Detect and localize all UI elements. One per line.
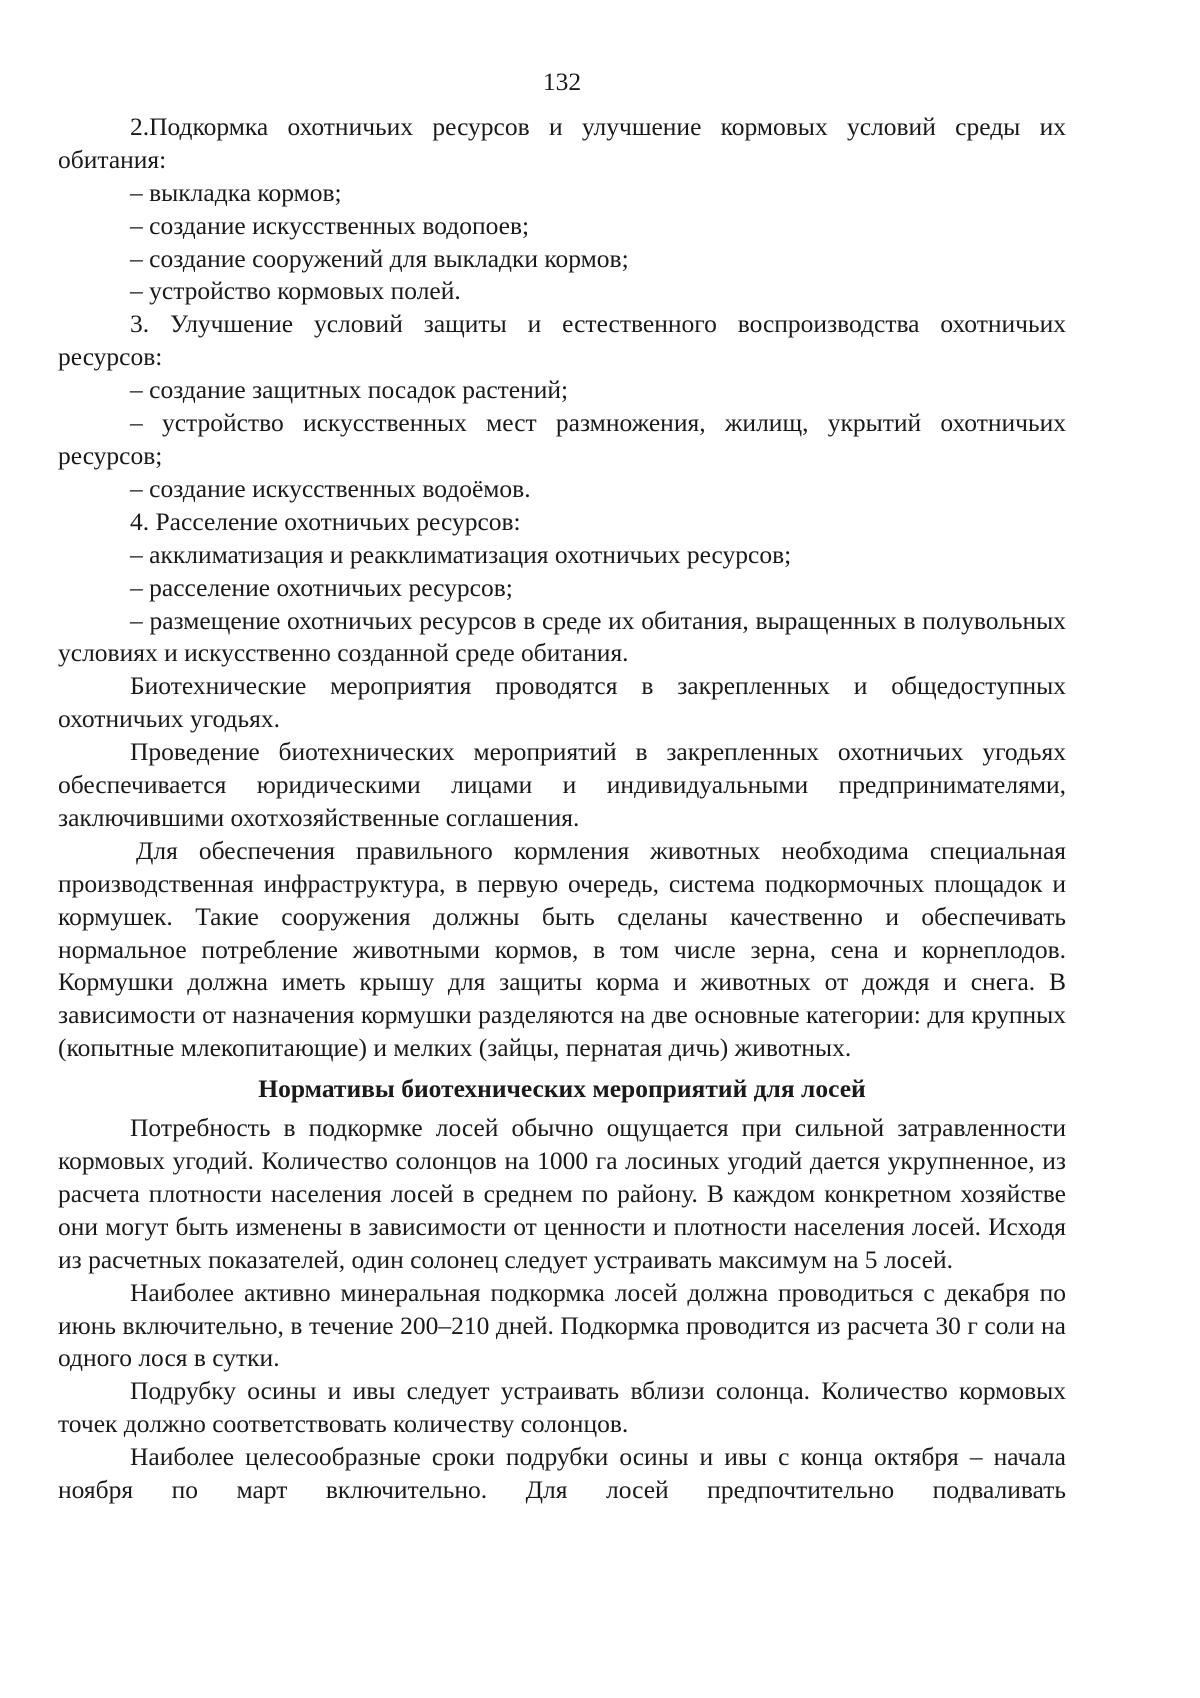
- list-item: – выкладка кормов;: [130, 177, 342, 207]
- section2-title: 2.Подкормка охотничьих ресурсов и улучшение кормовых условий среды их обитания:: [58, 111, 1066, 174]
- page-number: 132: [542, 67, 582, 96]
- list-item: – размещение охотничьих ресурсов в среде их обитания, выращенных в полувольных условиях и искусственно созданной среде обитания.: [58, 605, 1066, 668]
- document-page: [58, 66, 1066, 1507]
- list-item: – создание искусственных водопоев;: [130, 210, 530, 240]
- list-item: – устройство искусственных мест размножения, жилищ, укрытий охотничьих ресурсов;: [58, 408, 1066, 470]
- paragraph: Проведение биотехнических мероприятий в закрепленных охотничьих угодьях обеспечивается юридическими лицами и индивидуальными предпринимателями, заключившими охотхозяйственные соглашения.: [58, 737, 1066, 832]
- paragraph: Наиболее активно минеральная подкормка лосей должна проводиться с декабря по июнь включительно, в течение 200–210 дней. Подкормка проводится из расчета 30 г соли на одного лося в сутки.: [58, 1277, 1066, 1373]
- paragraph: Биотехнические мероприятия проводятся в закрепленных и общедоступных охотничьих угодьях.: [58, 671, 1066, 734]
- paragraph: Для обеспечения правильного кормления животных необходима специальная производственная инфраструктура, в первую очередь, система подкормочных площадок и кормушек. Такие сооружения должны быть сделаны качественно и обеспечивать нормальное потребление животными кормов, в том числе зерна, сена и корнеплодов. Кормушки должна иметь крышу для защиты корма и животных от дождя и снега. В зависимости от назначения кормушки разделяются на две основные категории: для крупных (копытные млекопитающие) и мелких (зайцы, пернатая дичь) животных.: [58, 835, 1066, 1063]
- section3-title: 3. Улучшение условий защиты и естественного воспроизводства охотничьих ресурсов:: [58, 309, 1066, 372]
- list-item: – устройство кормовых полей.: [130, 276, 461, 306]
- list-item: – создание защитных посадок растений;: [130, 375, 569, 405]
- paragraph: Потребность в подкормке лосей обычно ощущается при сильной затравленности кормовых угодий. Количество солонцов на 1000 га лосиных угодий дается укрупненное, из расчета плотности населения лосей в среднем по району. В каждом конкретном хозяйстве они могут быть изменены в зависимости от ценности и плотности населения лосей. Исходя из расчетных показателей, один солонец следует устраивать максимум на 5 лосей.: [58, 1113, 1066, 1274]
- list-item: – создание искусственных водоёмов.: [130, 473, 531, 503]
- list-item: – создание сооружений для выкладки кормов;: [130, 243, 629, 273]
- list-item: – расселение охотничьих ресурсов;: [130, 572, 513, 602]
- section-heading: Нормативы биотехнических мероприятий для лосей: [258, 1074, 866, 1104]
- paragraph: Наиболее целесообразные сроки подрубки осины и ивы с конца октября – начала ноября по март включительно. Для лосей предпочтительно подваливать: [58, 1442, 1066, 1505]
- list-item: – акклиматизация и реакклиматизация охотничьих ресурсов;: [130, 539, 792, 569]
- section4-title: 4. Расселение охотничьих ресурсов:: [130, 506, 521, 536]
- paragraph: Подрубку осины и ивы следует устраивать вблизи солонца. Количество кормовых точек должно соответствовать количеству солонцов.: [58, 1376, 1066, 1439]
